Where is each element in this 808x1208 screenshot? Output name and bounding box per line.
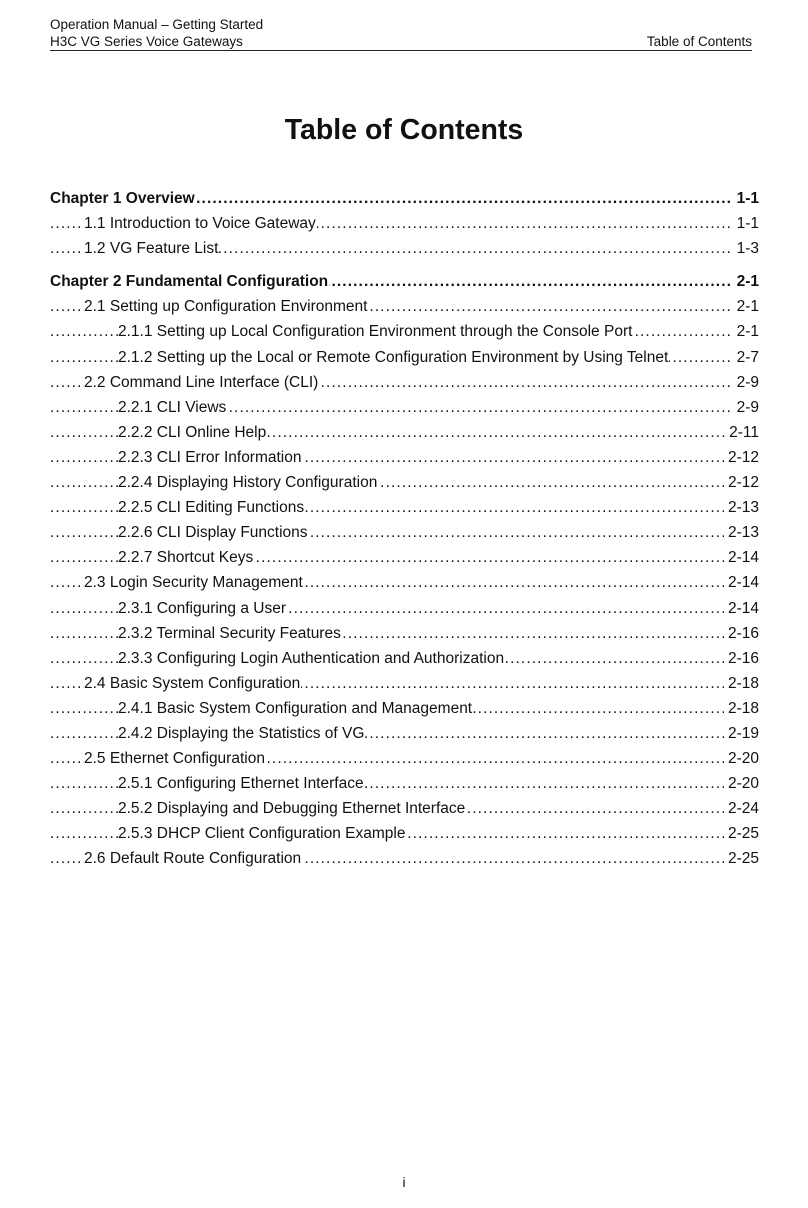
- toc-entry-title: 2.5.2 Displaying and Debugging Ethernet Interface: [118, 800, 466, 818]
- toc-entry[interactable]: [50, 470, 759, 495]
- toc-entry-title: 2.5.1 Configuring Ethernet Interface: [118, 775, 364, 793]
- header-row-2: [50, 33, 752, 50]
- toc-entry[interactable]: [50, 846, 759, 871]
- toc-entry[interactable]: [50, 520, 759, 545]
- toc-entry-page: 2-13: [724, 520, 759, 545]
- toc-entry-page: 2-12: [724, 445, 759, 470]
- toc-entry-title: 2.4.1 Basic System Configuration and Management: [118, 699, 473, 717]
- toc-entry-page: 2-20: [724, 771, 759, 796]
- toc-entry-page: 2-12: [724, 470, 759, 495]
- toc-entry[interactable]: [50, 671, 759, 696]
- toc-entry-title: 2.2.3 CLI Error Information: [118, 448, 302, 466]
- page-title: Table of Contents: [284, 114, 524, 146]
- toc-entry-page: 2-13: [724, 495, 759, 520]
- manual-title: Operation Manual – Getting Started: [50, 17, 264, 32]
- toc-entry[interactable]: [50, 370, 759, 395]
- toc-entry[interactable]: [50, 746, 759, 771]
- toc-entry-title: 2.1.2 Setting up the Local or Remote Configuration Environment by Using Telnet: [118, 348, 669, 366]
- section-name: Table of Contents: [646, 34, 752, 49]
- toc-entry[interactable]: [50, 236, 759, 261]
- toc-entry[interactable]: [50, 294, 759, 319]
- product-name: H3C VG Series Voice Gateways: [50, 34, 243, 49]
- toc-entry-title: 2.5 Ethernet Configuration: [84, 750, 265, 768]
- toc-entry-title: 2.1.1 Setting up Local Configuration Environment through the Console Port: [118, 323, 633, 341]
- toc-chapter-entry[interactable]: [50, 186, 759, 211]
- toc-entry-page: 2-14: [724, 570, 759, 595]
- toc-entry-page: 2-18: [724, 671, 759, 696]
- toc-entry[interactable]: [50, 395, 759, 420]
- toc-entry[interactable]: [50, 495, 759, 520]
- toc-entry-page: 2-14: [724, 545, 759, 570]
- toc-entry-title: 2.2 Command Line Interface (CLI): [84, 373, 319, 391]
- toc-entry-page: 2-1: [733, 319, 759, 344]
- toc-entry-title: 2.2.2 CLI Online Help: [118, 423, 267, 441]
- toc-entry-title: 2.6 Default Route Configuration: [84, 850, 302, 868]
- toc-entry-page: 2-14: [724, 596, 759, 621]
- toc-entry[interactable]: [50, 570, 759, 595]
- toc-entry-page: 2-9: [733, 395, 759, 420]
- toc-entry-page: 2-19: [724, 721, 759, 746]
- toc-entry-page: 1-3: [733, 236, 759, 261]
- toc-entry-title: 2.2.7 Shortcut Keys: [118, 549, 254, 567]
- toc-entry[interactable]: [50, 621, 759, 646]
- toc-entry-title: 2.1 Setting up Configuration Environment: [84, 298, 368, 316]
- toc-entry-page: 1-1: [733, 186, 759, 211]
- toc-entry-page: 2-25: [724, 846, 759, 871]
- table-of-contents: [50, 186, 759, 872]
- toc-entry[interactable]: [50, 721, 759, 746]
- toc-entry-title: 2.2.4 Displaying History Configuration: [118, 474, 378, 492]
- toc-entry[interactable]: [50, 646, 759, 671]
- toc-chapter-entry[interactable]: [50, 269, 759, 294]
- toc-entry-title: 1.1 Introduction to Voice Gateway: [84, 215, 316, 233]
- toc-entry-title: 2.3.1 Configuring a User: [118, 599, 287, 617]
- toc-entry-page: 2-16: [724, 621, 759, 646]
- toc-entry[interactable]: [50, 345, 759, 370]
- toc-entry-page: 2-25: [724, 821, 759, 846]
- toc-entry-title: 2.4.2 Displaying the Statistics of VG: [118, 724, 365, 742]
- toc-entry-title: 1.2 VG Feature List: [84, 240, 219, 258]
- toc-entry-page: 2-9: [733, 370, 759, 395]
- toc-entry[interactable]: [50, 696, 759, 721]
- toc-entry-title: 2.2.1 CLI Views: [118, 398, 227, 416]
- toc-entry-title: 2.2.6 CLI Display Functions: [118, 524, 308, 542]
- toc-entry-title: Chapter 1 Overview: [50, 190, 195, 207]
- page-number: i: [402, 1174, 406, 1190]
- toc-entry[interactable]: [50, 420, 759, 445]
- toc-entry-page: 2-18: [724, 696, 759, 721]
- toc-entry[interactable]: [50, 821, 759, 846]
- toc-entry[interactable]: [50, 796, 759, 821]
- toc-entry-title: 2.3.3 Configuring Login Authentication and Authorization: [118, 649, 505, 667]
- toc-entry-page: 1-1: [733, 211, 759, 236]
- toc-entry-page: 2-16: [724, 646, 759, 671]
- page-header: [50, 16, 752, 50]
- toc-entry-page: 2-1: [733, 269, 759, 294]
- toc-entry[interactable]: [50, 596, 759, 621]
- toc-entry[interactable]: [50, 211, 759, 236]
- toc-entry-page: 2-11: [725, 420, 759, 445]
- toc-entry[interactable]: [50, 445, 759, 470]
- toc-entry-page: 2-7: [733, 345, 759, 370]
- toc-entry-title: 2.2.5 CLI Editing Functions: [118, 499, 305, 517]
- toc-entry-page: 2-24: [724, 796, 759, 821]
- toc-entry-title: 2.5.3 DHCP Client Configuration Example: [118, 825, 406, 843]
- toc-entry-page: 2-1: [733, 294, 759, 319]
- toc-entry[interactable]: [50, 545, 759, 570]
- header-rule: [50, 50, 752, 51]
- toc-entry-title: 2.4 Basic System Configuration: [84, 674, 301, 692]
- header-row-1: [50, 16, 752, 33]
- toc-entry[interactable]: [50, 319, 759, 344]
- toc-entry-title: 2.3.2 Terminal Security Features: [118, 624, 341, 642]
- toc-entry-title: 2.3 Login Security Management: [84, 574, 303, 592]
- toc-entry-page: 2-20: [724, 746, 759, 771]
- toc-entry[interactable]: [50, 771, 759, 796]
- toc-entry-title: Chapter 2 Fundamental Configuration: [50, 273, 329, 291]
